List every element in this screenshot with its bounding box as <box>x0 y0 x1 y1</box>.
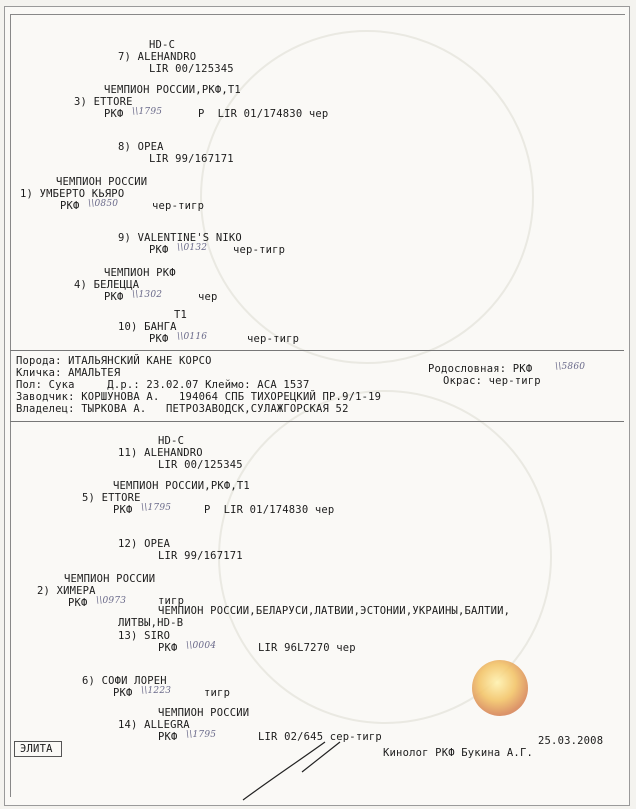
handwritten-number: \\0973 <box>96 596 127 606</box>
registry-label: РКФ <box>60 200 80 212</box>
breeder: Заводчик: КОРШУНОВА А. 194064 СПБ ТИХОРЕЦКИЙ ПР.9/1-19 <box>16 391 382 403</box>
handwritten-number: \\0116 <box>177 332 208 342</box>
title-line: ЧЕМПИОН РОССИИ <box>158 707 250 719</box>
registration: P LIR 01/174830 чер <box>204 504 335 516</box>
sire-sire-sire: 7) ALEHANDRO <box>118 51 197 63</box>
dam-sire-dam: 12) OPEA <box>118 538 171 550</box>
handwritten-number: \\1302 <box>132 290 163 300</box>
sire-sire: 3) ETTORE <box>74 96 133 108</box>
registry-label: РКФ <box>104 108 124 120</box>
title-line: ЧЕМПИОН РОССИИ,РКФ,Т1 <box>113 480 250 492</box>
handwritten-number: \\0850 <box>88 199 119 209</box>
dog-name: Кличка: АМАЛЬТЕЯ <box>16 367 121 379</box>
registry-label: РКФ <box>104 291 124 303</box>
handwritten-number: \\1795 <box>141 503 172 513</box>
registration: P LIR 01/174830 чер <box>198 108 329 120</box>
color: чер-тигр <box>247 333 300 345</box>
pedigree-number: Родословная: РКФ <box>428 363 533 375</box>
dam-sire: 5) ETTORE <box>82 492 141 504</box>
registry-label: РКФ <box>149 333 169 345</box>
title-line: ЛИТВЫ,HD-B <box>118 617 184 629</box>
title-line: ЧЕМПИОН РОССИИ,БЕЛАРУСИ,ЛАТВИИ,ЭСТОНИИ,УКРАИНЫ,БАЛТИИ, <box>158 605 511 617</box>
color: чер-тигр <box>152 200 205 212</box>
text-hd: HD-C <box>149 39 176 51</box>
registry-label: РКФ <box>113 504 133 516</box>
dam-dam-dam: 14) ALLEGRA <box>118 719 190 731</box>
registration: LIR 02/645 сер-тигр <box>258 731 382 743</box>
title-line: ЧЕМПИОН РОССИИ <box>64 573 156 585</box>
handwritten-number: \\0004 <box>186 641 217 651</box>
breed: Порода: ИТАЛЬЯНСКИЙ КАНЕ КОРСО <box>16 355 212 367</box>
sire-dam-sire: 9) VALENTINE'S NIKO <box>118 232 242 244</box>
owner: Владелец: ТЫРКОВА А. ПЕТРОЗАВОДСК,СУЛАЖГОРСКАЯ 52 <box>16 403 349 415</box>
handwritten-number: \\5860 <box>555 362 586 372</box>
registry-label: РКФ <box>68 597 88 609</box>
sire-dam-dam: 10) БАНГА <box>118 321 177 333</box>
registration: LIR 00/125345 <box>158 459 243 471</box>
coat-color: Окрас: чер-тигр <box>443 375 541 387</box>
sire-name: 1) УМБЕРТО КЬЯРО <box>20 188 125 200</box>
registry-label: РКФ <box>158 642 178 654</box>
registry-label: РКФ <box>113 687 133 699</box>
sire-dam: 4) БЕЛЕЦЦА <box>74 279 140 291</box>
color: чер <box>198 291 218 303</box>
registration: LIR 99/167171 <box>158 550 243 562</box>
handwritten-number: \\1795 <box>132 107 163 117</box>
registration: LIR 99/167171 <box>149 153 234 165</box>
registry-label: РКФ <box>149 244 169 256</box>
handwritten-number: \\0132 <box>177 243 208 253</box>
title-line: Т1 <box>174 309 188 321</box>
dam-dam-sire: 13) SIRO <box>118 630 171 642</box>
registration: LIR 00/125345 <box>149 63 234 75</box>
text-hd: HD-C <box>158 435 185 447</box>
title-line: ЧЕМПИОН РКФ <box>104 267 176 279</box>
handwritten-number: \\1223 <box>141 686 172 696</box>
elite-label: ЭЛИТА <box>20 743 53 755</box>
color: тигр <box>158 595 185 607</box>
dam-name: 2) ХИМЕРА <box>37 585 96 597</box>
registry-label: РКФ <box>158 731 178 743</box>
issue-date: 25.03.2008 <box>538 735 604 747</box>
dam-dam: 6) СОФИ ЛОРЕН <box>82 675 167 687</box>
sex-birth-tattoo: Пол: Сука Д.р.: 23.02.07 Клеймо: АСА 1537 <box>16 379 310 391</box>
dam-sire-sire: 11) ALEHANDRO <box>118 447 203 459</box>
color: чер-тигр <box>233 244 286 256</box>
registration: LIR 96L7270 чер <box>258 642 356 654</box>
title-line: ЧЕМПИОН РОССИИ,РКФ,Т1 <box>104 84 241 96</box>
handwritten-number: \\1795 <box>186 730 217 740</box>
signer: Кинолог РКФ Букина А.Г. <box>383 747 533 759</box>
color: тигр <box>204 687 231 699</box>
sire-sire-dam: 8) OPEA <box>118 141 164 153</box>
title-line: ЧЕМПИОН РОССИИ <box>56 176 148 188</box>
